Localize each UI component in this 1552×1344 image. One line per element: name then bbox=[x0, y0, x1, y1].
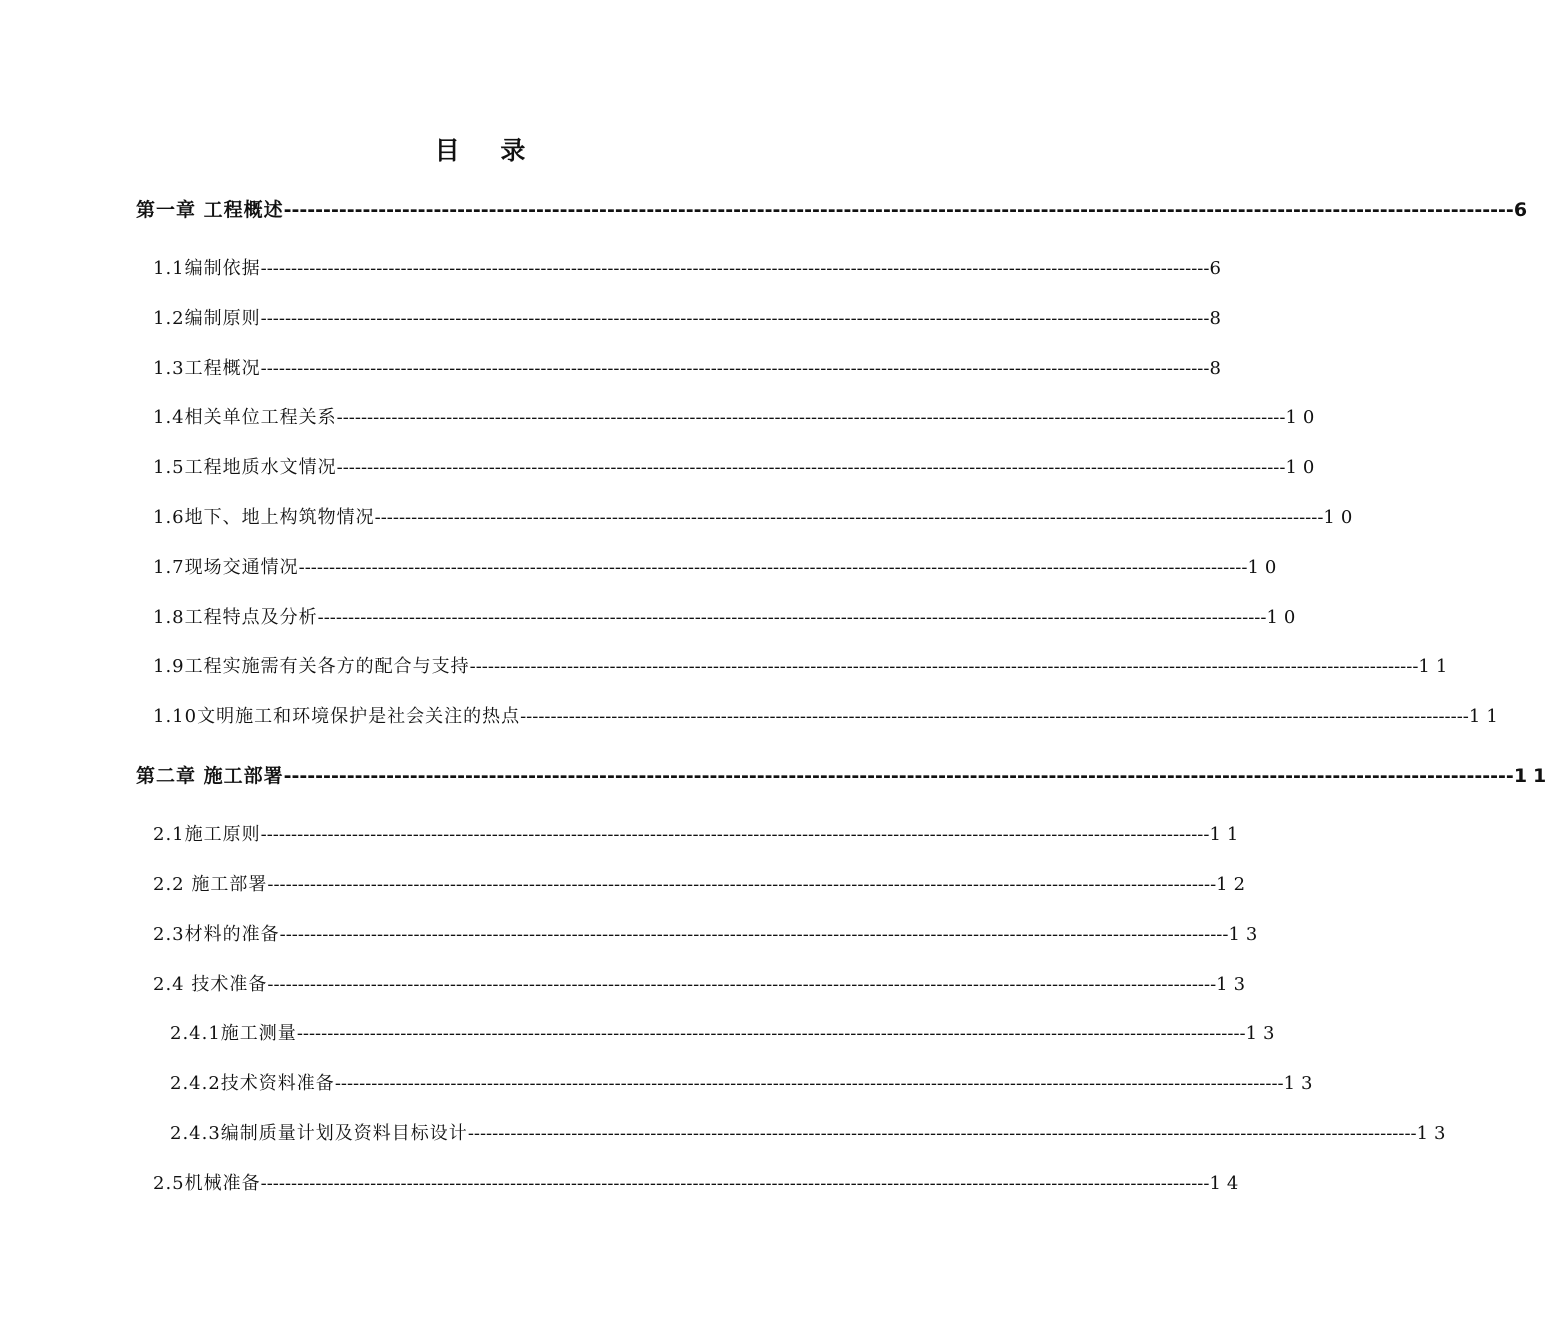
toc-entry-label: 1.5工程地质水文情况 bbox=[153, 457, 337, 478]
toc-entry-page: 6 bbox=[1513, 199, 1534, 221]
toc-entry-1-1[interactable] bbox=[153, 254, 1227, 284]
toc-entry-page: 10 bbox=[1266, 607, 1302, 628]
toc-entry-label: 2.4.2技术资料准备 bbox=[170, 1073, 335, 1094]
toc-leader-dashes: ------------------------------------------------------------------------------------------------------------------------------------------------------------ bbox=[283, 199, 1514, 221]
toc-leader-dashes: ------------------------------------------------------------------------------------------------------------------------------------------------------------ bbox=[296, 1023, 1246, 1044]
toc-entry-label: 2.4.1施工测量 bbox=[170, 1023, 297, 1044]
toc-entry-label: 2.4 技术准备 bbox=[153, 974, 268, 995]
toc-leader-dashes: ------------------------------------------------------------------------------------------------------------------------------------------------------------ bbox=[260, 308, 1210, 329]
toc-entry-page: 6 bbox=[1209, 258, 1227, 279]
toc-entry-1-2[interactable] bbox=[153, 304, 1227, 334]
toc-entry-label: 2.1施工原则 bbox=[153, 824, 261, 845]
toc-entry-page: 10 bbox=[1285, 407, 1321, 428]
toc-entry-page: 12 bbox=[1216, 874, 1252, 895]
toc-leader-dashes: ------------------------------------------------------------------------------------------------------------------------------------------------------------ bbox=[520, 706, 1469, 727]
toc-entry-2-4-2[interactable] bbox=[170, 1069, 1319, 1099]
toc-entry-label: 2.4.3编制质量计划及资料目标设计 bbox=[170, 1123, 468, 1144]
toc-entry-2-4-1[interactable] bbox=[170, 1019, 1281, 1049]
toc-leader-dashes: ------------------------------------------------------------------------------------------------------------------------------------------------------------ bbox=[336, 457, 1286, 478]
toc-leader-dashes: ------------------------------------------------------------------------------------------------------------------------------------------------------------ bbox=[336, 407, 1286, 428]
toc-entry-label: 2.2 施工部署 bbox=[153, 874, 268, 895]
toc-entry-chapter-2[interactable] bbox=[136, 761, 1552, 791]
toc-entry-1-3[interactable] bbox=[153, 354, 1227, 384]
toc-entry-1-10[interactable] bbox=[153, 702, 1504, 732]
toc-entry-1-8[interactable] bbox=[153, 603, 1302, 633]
toc-entry-1-6[interactable] bbox=[153, 503, 1359, 533]
toc-entry-1-9[interactable] bbox=[153, 652, 1454, 682]
toc-entry-page: 10 bbox=[1247, 557, 1283, 578]
toc-entry-label: 1.1编制依据 bbox=[153, 258, 261, 279]
toc-leader-dashes: ------------------------------------------------------------------------------------------------------------------------------------------------------------ bbox=[334, 1073, 1284, 1094]
toc-leader-dashes: ------------------------------------------------------------------------------------------------------------------------------------------------------------ bbox=[267, 974, 1217, 995]
toc-entry-page: 13 bbox=[1283, 1073, 1319, 1094]
toc-entry-page: 13 bbox=[1216, 974, 1252, 995]
toc-leader-dashes: ------------------------------------------------------------------------------------------------------------------------------------------------------------ bbox=[260, 358, 1210, 379]
toc-entry-label: 2.3材料的准备 bbox=[153, 924, 280, 945]
page-title: 目 录 bbox=[434, 136, 542, 165]
toc-leader-dashes: ------------------------------------------------------------------------------------------------------------------------------------------------------------ bbox=[374, 507, 1324, 528]
toc-entry-2-5[interactable] bbox=[153, 1169, 1245, 1199]
toc-entry-page: 13 bbox=[1416, 1123, 1452, 1144]
toc-entry-chapter-1[interactable] bbox=[136, 195, 1534, 225]
toc-leader-dashes: ------------------------------------------------------------------------------------------------------------------------------------------------------------ bbox=[260, 824, 1210, 845]
toc-entry-label: 1.7现场交通情况 bbox=[153, 557, 299, 578]
toc-entry-page: 11 bbox=[1209, 824, 1245, 845]
toc-entry-page: 8 bbox=[1209, 358, 1227, 379]
toc-leader-dashes: ------------------------------------------------------------------------------------------------------------------------------------------------------------ bbox=[267, 874, 1217, 895]
toc-leader-dashes: ------------------------------------------------------------------------------------------------------------------------------------------------------------ bbox=[279, 924, 1229, 945]
toc-entry-2-4-3[interactable] bbox=[170, 1119, 1452, 1149]
toc-entry-page: 13 bbox=[1245, 1023, 1281, 1044]
toc-leader-dashes: ------------------------------------------------------------------------------------------------------------------------------------------------------------ bbox=[260, 258, 1210, 279]
toc-entry-1-5[interactable] bbox=[153, 453, 1321, 483]
toc-entry-2-2[interactable] bbox=[153, 870, 1252, 900]
toc-entry-label: 1.10文明施工和环境保护是社会关注的热点 bbox=[153, 706, 521, 727]
toc-leader-dashes: ------------------------------------------------------------------------------------------------------------------------------------------------------------ bbox=[298, 557, 1248, 578]
toc-entry-page: 13 bbox=[1228, 924, 1264, 945]
toc-leader-dashes: ------------------------------------------------------------------------------------------------------------------------------------------------------------ bbox=[283, 765, 1514, 787]
toc-leader-dashes: ------------------------------------------------------------------------------------------------------------------------------------------------------------ bbox=[260, 1173, 1210, 1194]
toc-entry-label: 第二章 施工部署 bbox=[136, 765, 284, 787]
toc-entry-page: 14 bbox=[1209, 1173, 1245, 1194]
toc-entry-label: 1.3工程概况 bbox=[153, 358, 261, 379]
toc-entry-label: 2.5机械准备 bbox=[153, 1173, 261, 1194]
toc-entry-label: 1.8工程特点及分析 bbox=[153, 607, 318, 628]
toc-entry-page: 10 bbox=[1323, 507, 1359, 528]
toc-leader-dashes: ------------------------------------------------------------------------------------------------------------------------------------------------------------ bbox=[467, 1123, 1417, 1144]
toc-leader-dashes: ------------------------------------------------------------------------------------------------------------------------------------------------------------ bbox=[469, 656, 1419, 677]
toc-leader-dashes: ------------------------------------------------------------------------------------------------------------------------------------------------------------ bbox=[317, 607, 1267, 628]
toc-entry-2-3[interactable] bbox=[153, 920, 1264, 950]
toc-entry-page: 11 bbox=[1513, 765, 1552, 787]
toc-entry-page: 10 bbox=[1285, 457, 1321, 478]
toc-entry-1-7[interactable] bbox=[153, 553, 1283, 583]
toc-entry-page: 11 bbox=[1418, 656, 1454, 677]
toc-entry-label: 1.6地下、地上构筑物情况 bbox=[153, 507, 375, 528]
toc-entry-label: 第一章 工程概述 bbox=[136, 199, 284, 221]
toc-entry-page: 8 bbox=[1209, 308, 1227, 329]
toc-entry-label: 1.2编制原则 bbox=[153, 308, 261, 329]
toc-entry-2-1[interactable] bbox=[153, 820, 1245, 850]
toc-entry-label: 1.4相关单位工程关系 bbox=[153, 407, 337, 428]
toc-entry-label: 1.9工程实施需有关各方的配合与支持 bbox=[153, 656, 470, 677]
toc-entry-1-4[interactable] bbox=[153, 403, 1321, 433]
toc-entry-2-4[interactable] bbox=[153, 970, 1252, 1000]
toc-entry-page: 11 bbox=[1468, 706, 1504, 727]
